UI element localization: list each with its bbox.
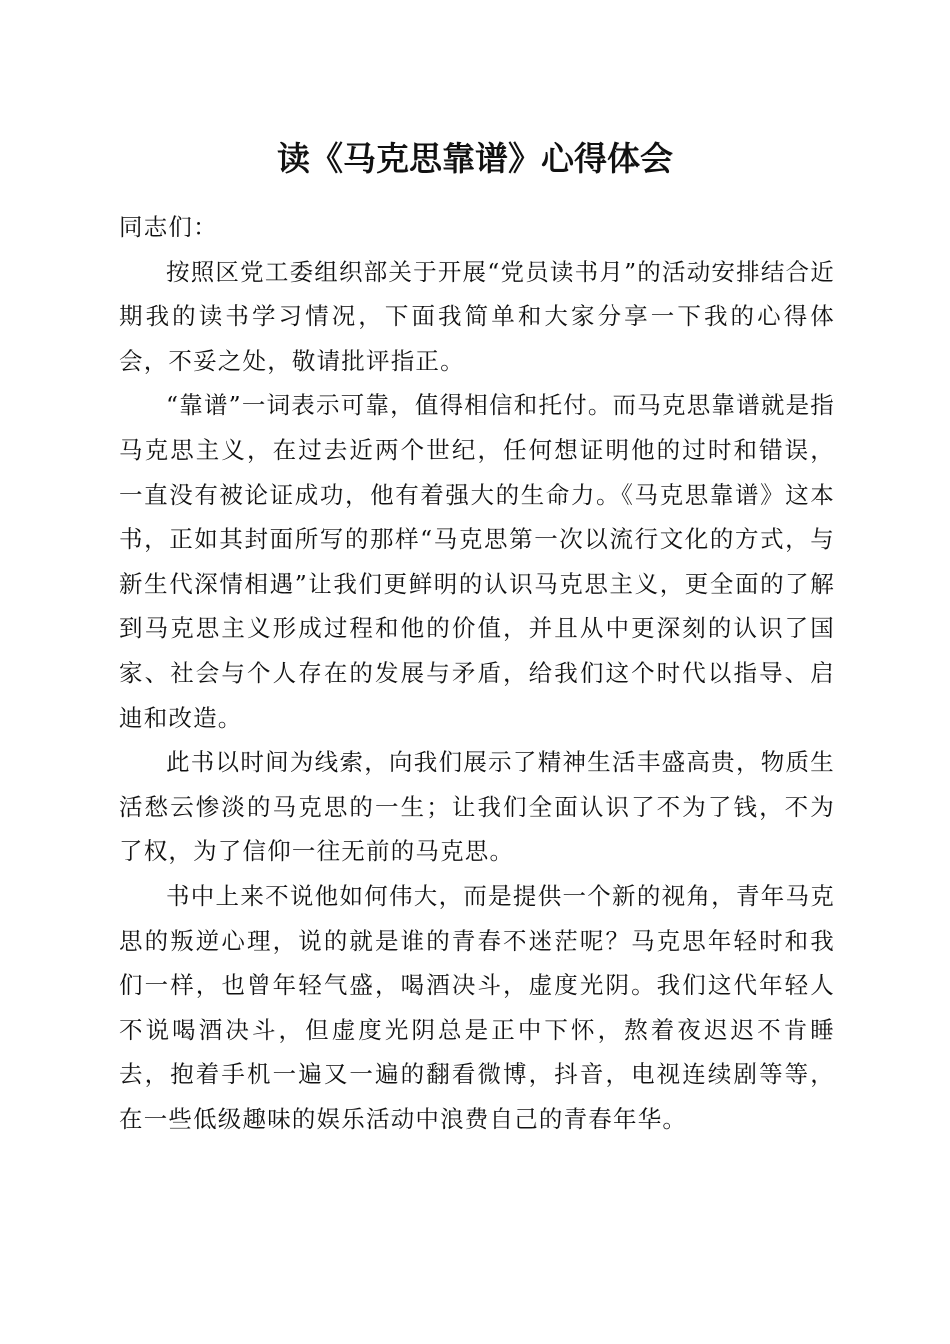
paragraph-4: 书中上来不说他如何伟大，而是提供一个新的视角，青年马克思的叛逆心理，说的就是谁的青春不迷茫呢？马克思年轻时和我们一样，也曾年轻气盛，喝酒决斗，虚度光阴。我们这代年轻人不说喝酒决斗，但虚度光阴总是正中下怀，熬着夜迟迟不肯睡去，抱着手机一遍又一遍的翻看微博，抖音，电视连续剧等等，在一些低级趣味的娱乐活动中浪费自己的青春年华。 — [119, 881, 835, 1133]
document-body — [119, 205, 835, 1141]
salutation: 同志们： — [119, 213, 218, 241]
document-title: 读《马克思靠谱》心得体会 — [277, 139, 673, 178]
paragraph-1: 按照区党工委组织部关于开展“党员读书月”的活动安排结合近期我的读书学习情况，下面我简单和大家分享一下我的心得体会，不妥之处，敬请批评指正。 — [119, 257, 835, 375]
paragraph-3: 此书以时间为线索，向我们展示了精神生活丰盛高贵，物质生活愁云惨淡的马克思的一生；让我们全面认识了不为了钱，不为了权，为了信仰一往无前的马克思。 — [119, 748, 835, 866]
paragraph-2: “靠谱”一词表示可靠，值得相信和托付。而马克思靠谱就是指马克思主义，在过去近两个世纪，任何想证明他的过时和错误，一直没有被论证成功，他有着强大的生命力。《马克思靠谱》这本书，正如其封面所写的那样“马克思第一次以流行文化的方式，与新生代深情相遇”让我们更鲜明的认识马克思主义，更全面的了解到马克思主义形成过程和他的价值，并且从中更深刻的认识了国家、社会与个人存在的发展与矛盾，给我们这个时代以指导、启迪和改造。 — [119, 391, 835, 732]
